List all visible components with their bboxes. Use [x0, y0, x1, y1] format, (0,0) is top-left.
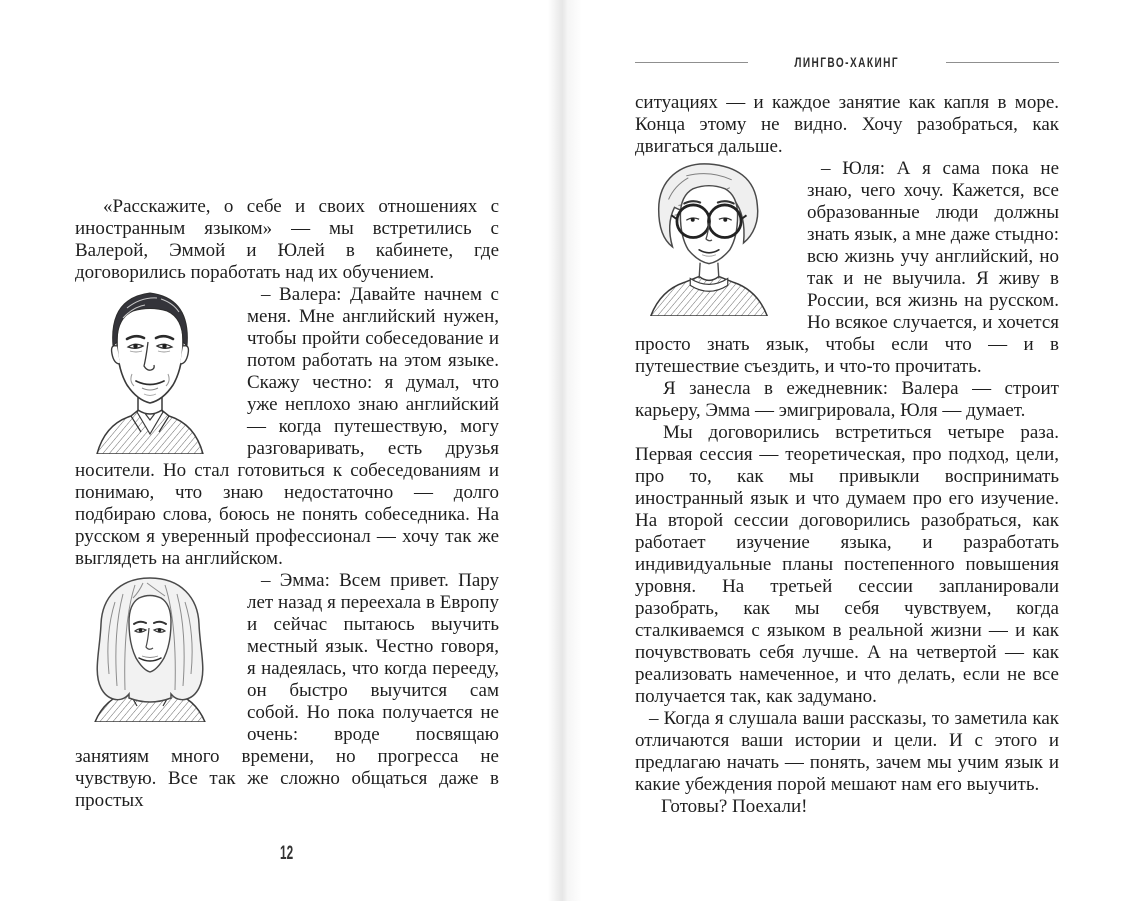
notes-paragraph — [635, 378, 1059, 422]
valera-text: – Валера: Давайте начнем с меня. Мне английский нужен, чтобы пройти собеседование и потом работать на этом языке. Скажу честно: я думал, что уже неплохо знаю английский — когда путешествую, могу разговаривать, есть друзья носители. Но стал готовиться к собеседованиям и понимаю, что знаю недостаточно — долго подбираю слова, боюсь не понять собеседника. На русском я уверенный профессионал — хочу так же выглядеть на английском. — [75, 284, 499, 569]
yulia-paragraph — [635, 158, 1059, 378]
sessions-paragraph — [635, 422, 1059, 708]
sessions-text: Мы договорились встретиться четыре раза. Первая сессия — теоретическая, про подход, цели, про то, как мы привыкли воспринимать иностранный язык и что думаем про его изучение. На второй сессии договорились разобраться, как работает изучение языка, и разработать индивидуальные планы постепенного повышения уровня. На третьей сессии запланировали разобрать, как мы себя чувствуем, когда сталкиваемся с языком в реальной жизни — и как почувствовать себя лучше. А на четвертой — как реализовать намеченное, и что делать, если не все получается так, как задумано. — [635, 422, 1059, 707]
yulia-portrait — [635, 158, 783, 316]
valera-paragraph — [75, 284, 499, 570]
intro-text: «Расскажите, о себе и своих отношениях с иностранным языком» — мы встретились с Валерой, Эммой и Юлей в кабинете, где договорились поработать над их обучением. — [75, 196, 499, 283]
observation-paragraph — [635, 708, 1059, 796]
valera-portrait — [75, 284, 225, 454]
notes-text: Я занесла в ежедневник: Валера — строит карьеру, Эмма — эмигрировала, Юля — думает. — [635, 378, 1059, 421]
left-page-text-column — [75, 196, 499, 812]
emma-paragraph — [75, 570, 499, 812]
intro-paragraph — [75, 196, 499, 284]
observation-text: – Когда я слушала ваши рассказы, то заметила как отличаются ваши истории и цели. И с этого и предлагаю начать — понять, зачем мы учим язык и какие убеждения порой мешают нам его выучить. — [635, 708, 1059, 795]
closing-paragraph — [635, 796, 1059, 818]
header-rule-left — [635, 62, 748, 63]
emma-text: – Эмма: Всем привет. Пару лет назад я переехала в Европу и сейчас пытаюсь выучить местный язык. Честно говоря, я надеялась, что когда перееду, он быстро выучится сам собой. Но пока получается не очень: вроде посвящаю занятиям много времени, но прогресса не чувствую. Все так же сложно общаться даже в простых — [75, 570, 499, 811]
continuation-paragraph — [635, 92, 1059, 158]
running-header-title: ЛИНГВО-ХАКИНГ — [794, 54, 900, 70]
page-number: 12 — [280, 843, 294, 864]
right-page-text-column — [635, 92, 1059, 818]
continuation-text: ситуациях — и каждое занятие как капля в море. Конца этому не видно. Хочу разобраться, как двигаться дальше. — [635, 92, 1059, 157]
header-rule-right — [946, 62, 1059, 63]
closing-text: Готовы? Поехали! — [661, 796, 808, 817]
running-header — [635, 52, 1059, 72]
emma-portrait — [75, 572, 225, 722]
book-spine-shadow — [548, 0, 582, 901]
yulia-text: – Юля: А я сама пока не знаю, чего хочу. Кажется, все образованные люди должны знать язык, а мне даже стыдно: всю жизнь учу английский, но так и не выучила. Я живу в России, вся жизнь на русском. Но всякое случается, и хочется просто знать язык, чтобы если что — и в путешествие съездить, и что-то прочитать. — [635, 158, 1059, 377]
